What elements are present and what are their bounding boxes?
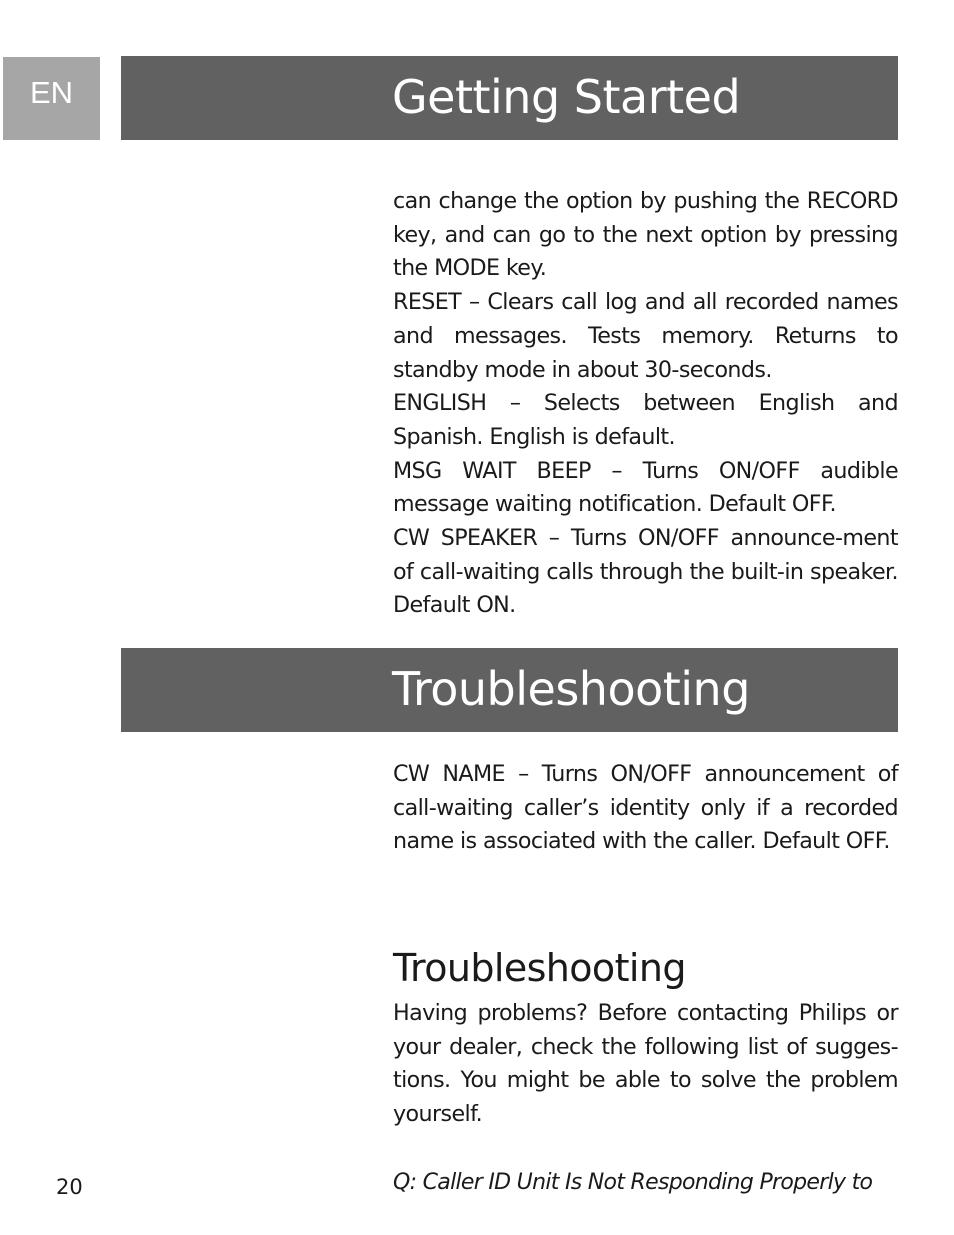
body-paragraph: RESET – Clears call log and all recorded names and messages. Tests memory. Returns to standby mode in about 30-seconds. bbox=[393, 289, 898, 383]
body-paragraph: ENGLISH – Selects between English and Spanish. English is default. bbox=[393, 390, 898, 450]
body-paragraph: CW NAME – Turns ON/OFF announcement of call-waiting caller’s identity only if a recorded name is associated with the caller. Default OFF. bbox=[393, 761, 898, 855]
section-title: Getting Started bbox=[392, 70, 741, 124]
body-paragraph: CW SPEAKER – Turns ON/OFF announce-ment of call-waiting calls through the built-in speaker. Default ON. bbox=[393, 525, 898, 619]
section-header-getting-started bbox=[121, 56, 898, 140]
section-header-troubleshooting bbox=[121, 648, 898, 732]
body-paragraph: MSG WAIT BEEP – Turns ON/OFF audible message waiting notification. Default OFF. bbox=[393, 457, 898, 518]
troubleshooting-body bbox=[393, 758, 898, 859]
language-tab: EN bbox=[3, 57, 100, 140]
getting-started-body bbox=[393, 185, 898, 623]
page-number: 20 bbox=[56, 1175, 83, 1199]
faq-question: Q: Caller ID Unit Is Not Responding Properly to bbox=[393, 1170, 873, 1195]
body-paragraph: Having problems? Before contacting Philips or your dealer, check the following list of sugges-tions. You might be able to solve the problem yourself. bbox=[393, 1000, 898, 1128]
section-title: Troubleshooting bbox=[392, 662, 750, 716]
body-paragraph: can change the option by pushing the RECORD key, and can go to the next option by pressing the MODE key. bbox=[393, 188, 898, 282]
subsection-title: Troubleshooting bbox=[393, 946, 686, 990]
subsection-body bbox=[393, 997, 898, 1132]
